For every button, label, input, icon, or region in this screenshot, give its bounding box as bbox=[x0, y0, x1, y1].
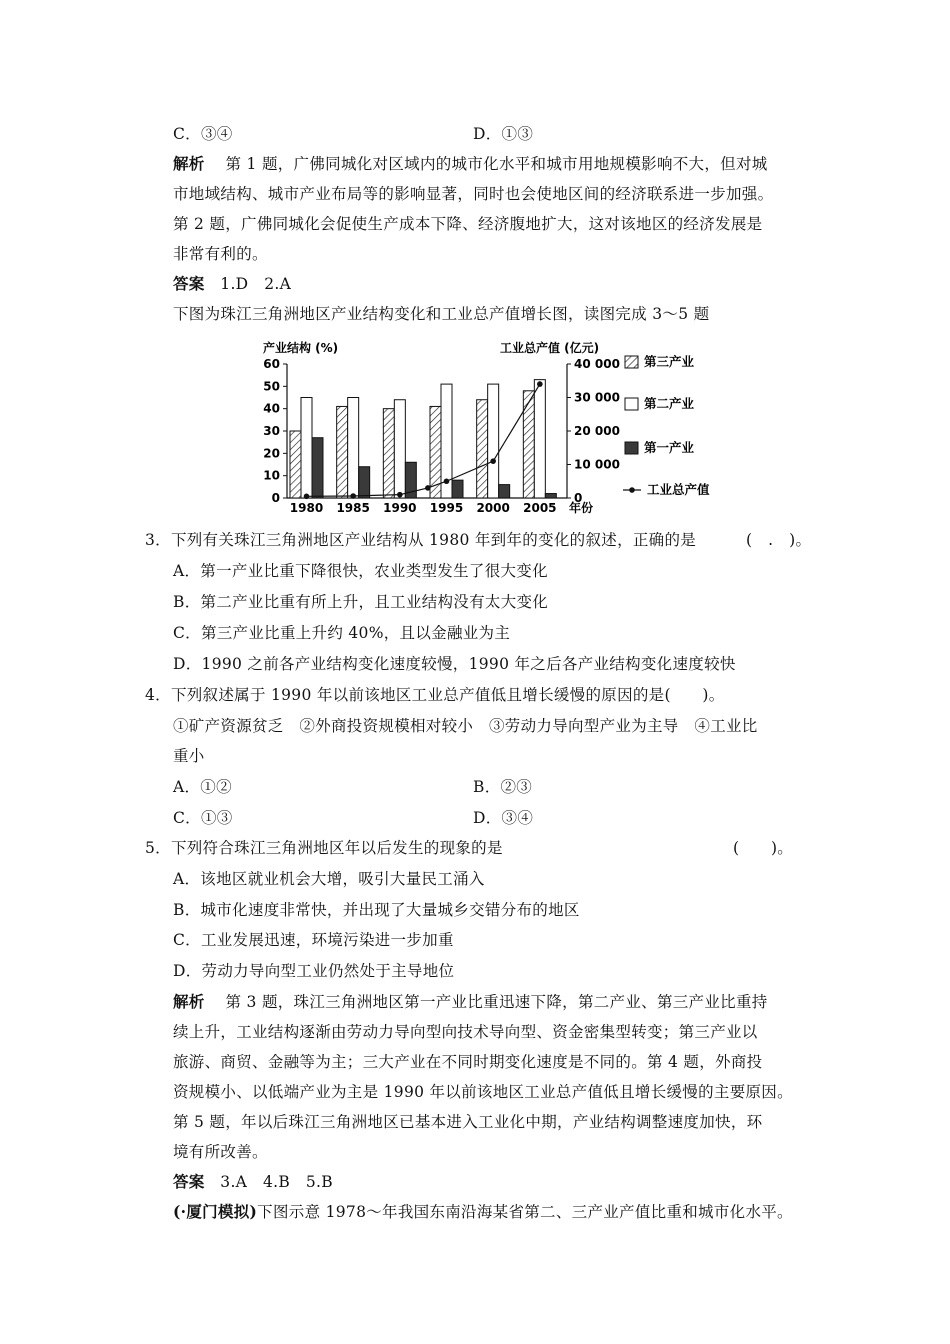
tick-label-left: 60 bbox=[263, 357, 280, 371]
bar-dark bbox=[312, 438, 323, 498]
legend-label: 工业总产值 bbox=[647, 482, 710, 497]
legend-swatch-white bbox=[625, 398, 638, 410]
last-line bbox=[173, 1202, 793, 1222]
bar-hatched bbox=[383, 409, 394, 498]
industry-chart bbox=[255, 336, 755, 526]
q4-option-d: D．③④ bbox=[473, 809, 534, 827]
line-point bbox=[425, 485, 431, 491]
x-tick-label: 1995 bbox=[429, 501, 464, 515]
analysis-line-3: 第 2 题，广佛同城化会促使生产成本下降、经济腹地扩大，这对该地区的经济发展是 bbox=[173, 215, 763, 233]
bar-hatched bbox=[337, 406, 348, 498]
bar-white bbox=[301, 398, 312, 499]
tick-label-left: 30 bbox=[263, 424, 280, 438]
answer-label: 答案 bbox=[173, 274, 205, 293]
analysis2-line-4: 资规模小、以低端产业为主是 1990 年以前该地区工业总产值低且增长缓慢的主要原因。 bbox=[173, 1083, 793, 1101]
x-axis-unit: 年份 bbox=[569, 501, 594, 515]
analysis2-text: 第 3 题，珠江三角洲地区第一产业比重迅速下降，第二产业、第三产业比重持 bbox=[225, 993, 768, 1011]
analysis2-label: 解析 bbox=[173, 992, 205, 1011]
option-d: D．①③ bbox=[473, 125, 534, 143]
q5-option-a: A．该地区就业机会大增，吸引大量民工涌入 bbox=[173, 870, 485, 888]
analysis2-line-3: 旅游、商贸、金融等为主；三大产业在不同时期变化速度是不同的。第 4 题，外商投 bbox=[173, 1053, 763, 1071]
legend-label: 第一产业 bbox=[644, 440, 695, 455]
legend-line-dot bbox=[629, 487, 635, 493]
tick-label-right: 0 bbox=[574, 491, 583, 505]
answer-2 bbox=[173, 1172, 333, 1192]
q5-option-b: B．城市化速度非常快，并出现了大量城乡交错分布的地区 bbox=[173, 901, 580, 919]
tick-label-right: 30 000 bbox=[574, 390, 620, 405]
bar-dark bbox=[452, 480, 463, 498]
tick-label-left: 50 bbox=[263, 379, 280, 394]
analysis-text: 第 1 题，广佛同城化对区域内的城市化水平和城市用地规模影响不大，但对城 bbox=[225, 155, 768, 173]
last-text: 下图示意 1978～年我国东南沿海某省第二、三产业产值比重和城市化水平。 bbox=[257, 1203, 793, 1221]
q4-items-1: ①矿产资源贫乏 ②外商投资规模相对较小 ③劳动力导向型产业为主导 ④工业比 bbox=[173, 717, 758, 735]
x-tick-label: 2005 bbox=[523, 501, 557, 515]
bar-dark bbox=[545, 494, 556, 498]
answer-1 bbox=[173, 274, 291, 294]
q5-paren: ( )。 bbox=[733, 839, 794, 857]
y-axis-left-title: 产业结构 (%) bbox=[263, 341, 339, 355]
q4-option-a: A．①② bbox=[173, 778, 232, 796]
q3-option-a: A．第一产业比重下降很快，农业类型发生了很大变化 bbox=[173, 562, 548, 580]
bar-hatched bbox=[523, 391, 534, 498]
tick-label-left: 40 bbox=[263, 401, 280, 416]
line-point bbox=[537, 381, 543, 387]
line-point bbox=[397, 492, 403, 498]
option-c: C．③④ bbox=[173, 125, 233, 143]
analysis-line-2: 市地域结构、城市产业布局等的影响显著，同时也会使地区间的经济联系进一步加强。 bbox=[173, 185, 774, 203]
legend-swatch-dark bbox=[625, 442, 638, 454]
bar-white bbox=[534, 380, 545, 498]
bar-hatched bbox=[290, 431, 301, 498]
tick-label-left: 20 bbox=[263, 446, 280, 461]
q3-option-b: B．第二产业比重有所上升，且工业结构没有太大变化 bbox=[173, 593, 549, 611]
bar-white bbox=[394, 400, 405, 498]
chart-intro: 下图为珠江三角洲地区产业结构变化和工业总产值增长图，读图完成 3～5 题 bbox=[173, 305, 710, 323]
analysis-line-4: 非常有利的。 bbox=[173, 245, 268, 263]
x-tick-label: 1985 bbox=[336, 501, 370, 515]
bar-dark bbox=[499, 485, 510, 498]
q5-option-c: C．工业发展迅速，环境污染进一步加重 bbox=[173, 931, 454, 949]
tick-label-right: 20 000 bbox=[574, 424, 620, 438]
line-point bbox=[444, 478, 450, 484]
tick-label-right: 10 000 bbox=[574, 457, 620, 472]
q4-option-c: C．①③ bbox=[173, 809, 233, 827]
answer-text: 1.D 2.A bbox=[220, 275, 292, 293]
x-tick-label: 1980 bbox=[289, 501, 324, 515]
q3-option-d: D．1990 之前各产业结构变化速度较慢，1990 年之后各产业结构变化速度较快 bbox=[173, 655, 736, 673]
q5-option-d: D．劳动力导向型工业仍然处于主导地位 bbox=[173, 962, 455, 980]
line-point bbox=[350, 493, 356, 499]
answer2-label: 答案 bbox=[173, 1172, 205, 1191]
answer2-text: 3.A 4.B 5.B bbox=[220, 1173, 333, 1191]
legend-label: 第二产业 bbox=[644, 396, 695, 411]
analysis2-line-1 bbox=[173, 992, 768, 1012]
x-tick-label: 1990 bbox=[383, 501, 417, 515]
q4-stem: 4．下列叙述属于 1990 年以前该地区工业总产值低且增长缓慢的原因的是( )。 bbox=[145, 686, 725, 704]
bar-white bbox=[488, 384, 499, 498]
line-point bbox=[304, 494, 310, 500]
analysis2-line-2: 续上升，工业结构逐渐由劳动力导向型向技术导向型、资金密集型转变；第三产业以 bbox=[173, 1023, 758, 1041]
source-tag: (·厦门模拟) bbox=[173, 1202, 258, 1221]
tick-label-left: 0 bbox=[271, 491, 280, 505]
analysis-line-1 bbox=[173, 154, 768, 174]
q4-option-b: B．②③ bbox=[473, 778, 533, 796]
q5-stem: 5．下列符合珠江三角洲地区年以后发生的现象的是 bbox=[145, 839, 503, 857]
bar-dark bbox=[359, 467, 370, 498]
tick-label-right: 40 000 bbox=[574, 357, 620, 371]
y-axis-right-title: 工业总产值 (亿元) bbox=[500, 341, 600, 355]
line-point bbox=[490, 458, 496, 464]
q3-option-c: C．第三产业比重上升约 40%，且以金融业为主 bbox=[173, 624, 511, 642]
bar-hatched bbox=[477, 400, 488, 498]
analysis-label: 解析 bbox=[173, 154, 205, 173]
legend-label: 第三产业 bbox=[644, 354, 695, 369]
q3-stem: 3．下列有关珠江三角洲地区产业结构从 1980 年到年的变化的叙述，正确的是 bbox=[145, 531, 697, 549]
analysis2-line-6: 境有所改善。 bbox=[173, 1143, 268, 1161]
bar-white bbox=[348, 398, 359, 499]
tick-label-left: 10 bbox=[263, 468, 280, 483]
analysis2-line-5: 第 5 题，年以后珠江三角洲地区已基本进入工业化中期，产业结构调整速度加快，环 bbox=[173, 1113, 763, 1131]
q4-items-2: 重小 bbox=[173, 747, 205, 765]
q3-paren: ( . )。 bbox=[746, 531, 812, 549]
x-tick-label: 2000 bbox=[476, 501, 510, 515]
legend-swatch-hatched bbox=[625, 356, 638, 368]
